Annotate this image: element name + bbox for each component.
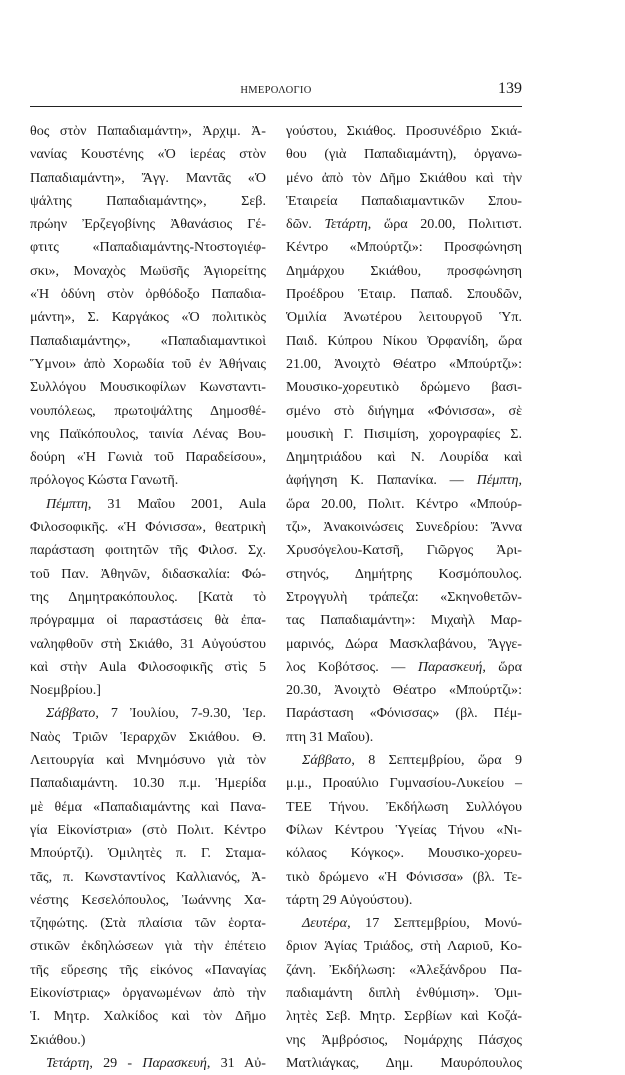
text-run: παδιαμάντη διπλὴ ἐνθύμιση». Ὁμι- <box>286 984 522 1001</box>
text-line <box>286 167 522 190</box>
text-line <box>286 143 522 166</box>
text-run: Ἱ. Μητρ. Χαλκίδος καὶ τὸν Δῆμο <box>30 1008 266 1025</box>
day-name: Πέμπτη <box>46 495 88 512</box>
text-line <box>30 353 266 376</box>
text-line <box>286 772 522 795</box>
text-line <box>30 143 266 166</box>
text-line <box>30 912 266 935</box>
text-run: Συλλόγου Μουσικοφίλων Κωνσταντι- <box>30 379 266 396</box>
text-line <box>286 213 522 236</box>
text-run: , 7 Ἰουλίου, 7-9.30, Ἱερ. <box>95 705 266 722</box>
text-run: Εἰκονίστριας» ὀργανωμένων ἀπὸ τὴν <box>30 984 266 1001</box>
text-run: , ὥρα 20.00, Πολιτιστ. <box>367 216 522 233</box>
text-line <box>286 1005 522 1028</box>
text-line <box>286 493 522 516</box>
text-run: τάρτη 29 Αὐγούστου). <box>286 891 413 908</box>
text-line <box>286 679 522 702</box>
text-run: τζηφώτης. (Στὰ πλαίσια τῶν ἑορτα- <box>30 915 266 932</box>
text-run: λητὲς Σεβ. Μητρ. Σερβίων καὶ Κοζά- <box>286 1008 522 1025</box>
text-line <box>286 935 522 958</box>
text-line <box>286 889 522 912</box>
text-line <box>30 236 266 259</box>
text-run: δούρη «Ἡ Γωνιὰ τοῦ Παραδείσου», <box>30 449 266 466</box>
text-run: Προέδρου Ἑταιρ. Παπαδ. Σπουδῶν, <box>286 286 522 303</box>
text-line <box>30 1052 266 1075</box>
text-line <box>286 330 522 353</box>
text-run: θος στὸν Παπαδιαμάντη», Ἀρχιμ. Ἀ- <box>30 123 266 139</box>
text-line <box>286 982 522 1005</box>
text-run: τοῦ Παν. Ἀθηνῶν, διδασκαλία: Φώ- <box>30 565 266 582</box>
text-run: τζι», Ἀνακοινώσεις Συνεδρίου: Ἄννα <box>286 519 522 536</box>
text-run: Παπαδιαμάντη. 10.30 π.μ. Ἡμερίδα <box>30 775 266 792</box>
left-column <box>30 120 266 1075</box>
text-run: 20.30, Ἀνοιχτὸ Θέατρο «Μπούρτζι»: <box>286 682 522 699</box>
text-run: γούστου, Σκιάθος. Προσυνέδριο Σκιά- <box>286 123 522 139</box>
text-run: Κέντρο «Μπούρτζι»: Προσφώνηση <box>286 239 522 256</box>
text-line <box>30 749 266 772</box>
day-name: Παρασκευή <box>142 1054 207 1071</box>
text-run: Μπούρτζι). Ὁμιλητὲς π. Γ. Σταμα- <box>30 845 266 862</box>
text-run: , 29 - <box>89 1054 143 1071</box>
text-line <box>286 353 522 376</box>
text-line <box>286 749 522 772</box>
text-line <box>30 1005 266 1028</box>
text-run: Ὕμνοι» ἀπὸ Χορωδία τοῦ ἐν Ἀθήναις <box>30 355 266 372</box>
text-run: πρόλογος Κώστα Γανωτῆ. <box>30 472 179 489</box>
text-run: Σκιάθου.) <box>30 1031 86 1048</box>
text-run: στικῶν ἐκδηλώσεων γιὰ τὴν ἐπέτειο <box>30 938 266 955</box>
text-line <box>30 539 266 562</box>
text-run: Ματλιάγκας, Δημ. Μαυρόπουλος <box>286 1054 522 1071</box>
text-line <box>30 726 266 749</box>
text-line <box>286 726 522 749</box>
text-line <box>30 1029 266 1052</box>
text-run: πτη 31 Μαΐου). <box>286 728 374 745</box>
text-line <box>286 283 522 306</box>
text-run: μουσικὴ Γ. Πισιμίση, χορογραφίες Σ. <box>286 425 522 442</box>
text-run: Στρογγυλὴ τράπεζα: «Σκηνοθετῶν- <box>286 588 522 605</box>
text-run: Παπαδιαμάντη», Ἄγγ. Μαντᾶς «Ὁ <box>30 169 266 186</box>
text-line <box>30 330 266 353</box>
right-column <box>286 120 522 1075</box>
text-line <box>30 702 266 725</box>
text-run: Παράσταση «Φόνισσας» (βλ. Πέμ- <box>286 705 522 722</box>
text-run: παράσταση φοιτητῶν τῆς Φιλοσ. Σχ. <box>30 542 266 559</box>
text-run: λος Κοβότσος. — <box>286 658 418 675</box>
text-run: μάντη», Σ. Καργάκος «Ὁ πολιτικὸς <box>30 309 266 326</box>
text-line <box>286 306 522 329</box>
text-line <box>30 120 266 143</box>
text-line <box>30 283 266 306</box>
text-run: ναληφθοῦν στὴ Σκιάθο, 31 Αὐγούστου <box>30 635 266 652</box>
text-run: πρόγραμμα οἱ παραστάσεις θὰ ἐπα- <box>30 612 266 629</box>
text-line <box>286 236 522 259</box>
text-line <box>30 400 266 423</box>
text-run: νης Ἀμβρόσιος, Νομάρχης Πάσχος <box>286 1031 522 1048</box>
text-run: , 31 Αὐ- <box>206 1054 266 1071</box>
text-run: Ναὸς Τριῶν Ἱεραρχῶν Σκιάθου. Θ. <box>30 728 266 745</box>
text-run: ζάνη. Ἐκδήλωση: «Ἀλεξάνδρου Πα- <box>286 961 522 978</box>
text-run: σκι», Μοναχὸς Μωϋσῆς Ἁγιορείτης <box>30 262 266 279</box>
text-run: στηνός, Δημήτρης Κοσμόπουλος. <box>286 565 522 582</box>
text-line <box>30 889 266 912</box>
text-line <box>30 819 266 842</box>
text-line <box>286 446 522 469</box>
day-name: Σάββατο <box>46 705 96 722</box>
text-line <box>30 446 266 469</box>
text-line <box>286 1029 522 1052</box>
page-number: 139 <box>498 80 522 97</box>
text-line <box>30 423 266 446</box>
text-line <box>30 982 266 1005</box>
text-line <box>30 796 266 819</box>
text-run: μ.μ., Προαύλιο Γυμνασίου-Λυκείου – <box>286 775 522 792</box>
text-run: Φιλοσοφικῆς. «Ἡ Φόνισσα», θεατρικὴ <box>30 519 266 536</box>
day-name: Δευτέρα <box>302 915 348 932</box>
text-run: μὲ θέμα «Παπαδιαμάντης καὶ Πανα- <box>30 798 266 815</box>
text-run: δῶν. <box>286 216 325 233</box>
text-run: 21.00, Ἀνοιχτὸ Θέατρο «Μπούρτζι»: <box>286 355 522 372</box>
running-header <box>30 80 522 102</box>
text-line <box>30 586 266 609</box>
text-run: δριον Ἁγίας Τριάδος, στὴ Λαριοῦ, Κο- <box>286 938 522 955</box>
text-run: «Ἡ ὀδύνη στὸν ὀρθόδοξο Παπαδια- <box>30 286 266 303</box>
text-run: ΤΕΕ Τήνου. Ἐκδήλωση Συλλόγου <box>286 798 522 815</box>
text-line <box>286 563 522 586</box>
text-run: Φίλων Κέντρου Ὑγείας Τήνου «Νι- <box>286 821 522 838</box>
text-line <box>30 516 266 539</box>
text-line <box>30 469 266 492</box>
text-run: μένο ἀπὸ τὸν Δῆμο Σκιάθου καὶ τὴν <box>286 169 522 186</box>
text-line <box>286 959 522 982</box>
text-run: , ὥρα <box>482 658 523 675</box>
text-run: ψάλτης Παπαδιαμάντης», Σεβ. <box>30 192 266 209</box>
text-line <box>30 633 266 656</box>
text-line <box>30 935 266 958</box>
text-run: Μουσικο-χορευτικὸ δρώμενο βασι- <box>286 379 522 396</box>
text-run: Δημητριάδου καὶ Ν. Λουρίδα καὶ <box>286 449 522 466</box>
text-run: , <box>518 472 522 489</box>
text-run: , 31 Μαΐου 2001, Aula <box>87 495 266 512</box>
text-run: σμένο στὸ διήγημα «Φόνισσα», σὲ <box>286 402 522 419</box>
text-line <box>286 609 522 632</box>
text-run: τας Παπαδιαμάντη»: Μιχαὴλ Μαρ- <box>286 612 522 629</box>
text-run: , 8 Σεπτεμβρίου, ὥρα 9 <box>351 752 522 769</box>
text-line <box>286 539 522 562</box>
text-run: γία Εἰκονίστρια» (στὸ Πολιτ. Κέντρο <box>30 821 266 838</box>
text-run: θου (γιὰ Παπαδιαμάντη), ὀργανω- <box>286 146 522 163</box>
text-line <box>286 656 522 679</box>
text-run: μαρινός, Δώρα Μασκλαβάνου, Ἄγγε- <box>286 635 522 652</box>
text-line <box>30 260 266 283</box>
text-line <box>30 493 266 516</box>
header-rule <box>30 106 522 107</box>
text-line <box>286 866 522 889</box>
text-line <box>30 656 266 679</box>
text-line <box>30 842 266 865</box>
text-run: τῆς εὕρεσης τῆς εἰκόνος «Παναγίας <box>30 961 266 978</box>
text-line <box>30 190 266 213</box>
text-line <box>286 1052 522 1075</box>
text-line <box>30 679 266 702</box>
text-line <box>286 633 522 656</box>
text-line <box>30 772 266 795</box>
text-run: Παιδ. Κύπρου Νίκου Ὀρφανίδη, ὥρα <box>286 332 522 349</box>
text-line <box>30 866 266 889</box>
text-run: Λειτουργία καὶ Μνημόσυνο γιὰ τὸν <box>30 752 266 769</box>
text-run: Ὁμιλία Ἀνωτέρου λειτουργοῦ Ὑπ. <box>286 309 522 326</box>
text-line <box>30 167 266 190</box>
text-run: νουπόλεως, πρωτοψάλτης Δημοσθέ- <box>30 402 266 419</box>
text-line <box>286 796 522 819</box>
text-line <box>286 842 522 865</box>
day-name: Πέμπτη <box>476 472 519 489</box>
day-name: Τετάρτη <box>46 1054 90 1071</box>
running-title: ΗΜΕΡΟΛΟΓΙΟ <box>240 85 312 96</box>
text-run: κόλαος Κόγκος». Μουσικο-χορευ- <box>286 845 522 862</box>
day-name: Τετάρτη <box>324 216 368 233</box>
text-line <box>286 260 522 283</box>
text-run: Δημάρχου Σκιάθου, προσφώνηση <box>286 262 522 279</box>
text-run: νανίας Κουστένης «Ὁ ἱερέας στὸν <box>30 146 266 163</box>
text-line <box>286 586 522 609</box>
text-run: Παπαδιαμάντης», «Παπαδιαμαντικοὶ <box>30 332 266 349</box>
text-run: , 17 Σεπτεμβρίου, Μονύ- <box>347 915 522 932</box>
text-line <box>30 609 266 632</box>
text-line <box>286 469 522 492</box>
text-line <box>30 213 266 236</box>
text-line <box>286 400 522 423</box>
text-run: νης Παϊκόπουλος, ταινία Λένας Βου- <box>30 425 266 442</box>
text-line <box>30 306 266 329</box>
text-run: ὥρα 20.00, Πολιτ. Κέντρο «Μπούρ- <box>286 495 522 512</box>
text-line <box>286 376 522 399</box>
text-run: τικὸ δρώμενο «Ἡ Φόνισσα» (βλ. Τε- <box>286 868 522 885</box>
text-line <box>286 423 522 446</box>
text-line <box>30 959 266 982</box>
text-run: νέστης Κεσελόπουλος, Ἰωάννης Χα- <box>30 891 266 908</box>
text-run: τᾶς, π. Κωνσταντίνος Καλλιανός, Ἀ- <box>30 868 266 885</box>
text-line <box>30 376 266 399</box>
text-run: καὶ στὴν Aula Φιλοσοφικῆς στὶς 5 <box>30 658 266 675</box>
text-run: Χρυσόγελου-Κατσῆ, Γιῶργος Ἀρι- <box>286 542 522 559</box>
text-line <box>286 702 522 725</box>
day-name: Σάββατο <box>302 752 352 769</box>
text-line <box>30 563 266 586</box>
text-line <box>286 819 522 842</box>
text-run: Νοεμβρίου.] <box>30 682 101 699</box>
text-run: Ἑταιρεία Παπαδιαμαντικῶν Σπου- <box>286 192 522 209</box>
text-run: πρώην Ἐρζεγοβίνης Ἀθανάσιος Γέ- <box>30 216 266 233</box>
text-run: της Δημητρακόπουλος. [Κατὰ τὸ <box>30 588 266 605</box>
text-run: φτιτς «Παπαδιαμάντης-Ντοστογιέφ- <box>30 239 266 256</box>
text-line <box>286 190 522 213</box>
text-run: ἀφήγηση Κ. Παπανίκα. — <box>286 472 477 489</box>
text-line <box>286 120 522 143</box>
text-line <box>286 516 522 539</box>
day-name: Παρασκευή <box>417 658 483 675</box>
text-line <box>286 912 522 935</box>
